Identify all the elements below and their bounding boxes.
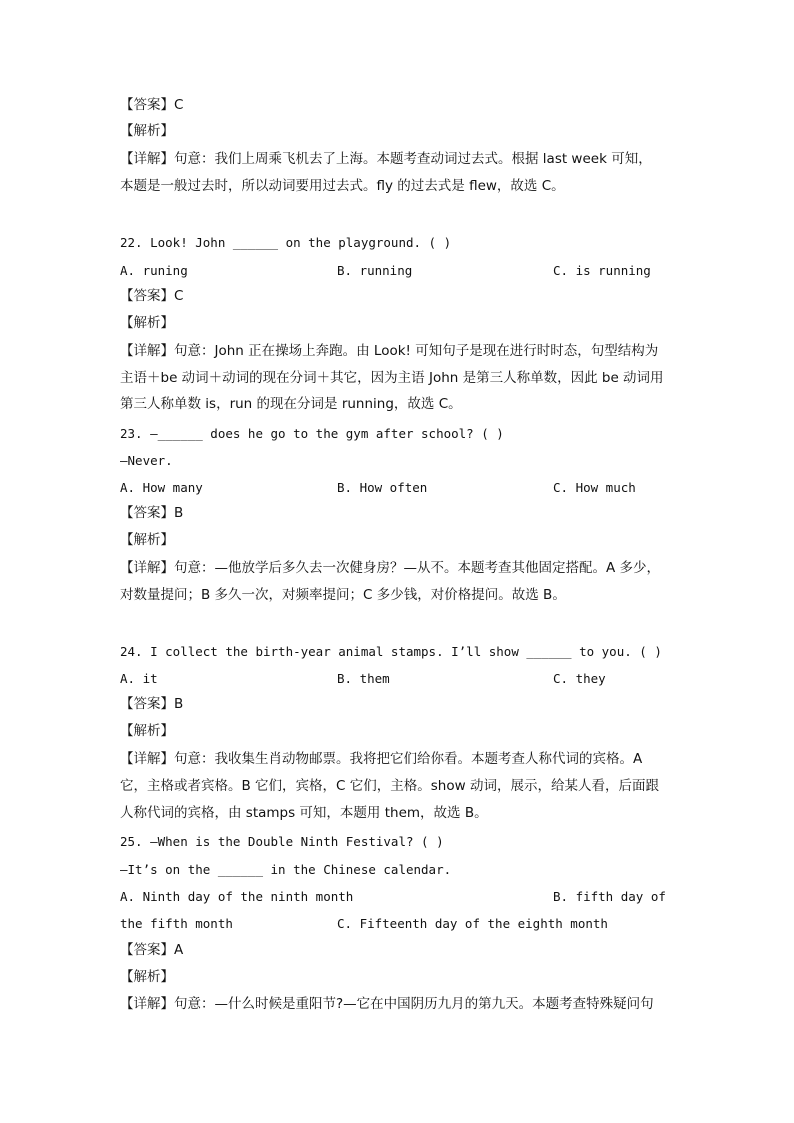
q23-detail-line: 【详解】句意：—他放学后多久去一次健身房？—从不。本题考查其他固定搭配。A 多少， — [120, 560, 661, 576]
q25-analysis-heading: 【解析】 — [120, 969, 174, 985]
q21-detail-line: 【详解】句意：我们上周乘飞机去了上海。本题考查动词过去式。根据 last week 可知， — [120, 151, 652, 167]
q25-option-b-cont: the fifth month — [120, 916, 233, 931]
q22-question: 22. Look! John ______ on the playground. ( ) — [120, 235, 452, 250]
q23-option-c: C. How much — [553, 480, 636, 495]
q22-detail-line: 【详解】句意：John 正在操场上奔跑。由 Look! 可知句子是现在进行时时态，句型结构为 — [120, 343, 659, 359]
q21-answer: 【答案】C — [120, 97, 184, 113]
q24-detail-line: 人称代词的宾格，由 stamps 可知，本题用 them，故选 B。 — [120, 805, 488, 821]
q22-answer: 【答案】C — [120, 288, 184, 304]
q22-option-b: B. running — [337, 263, 413, 278]
q25-answer: 【答案】A — [120, 942, 184, 958]
q24-option-c: C. they — [553, 671, 606, 686]
q23-option-a: A. How many — [120, 480, 203, 495]
q24-option-b: B. them — [337, 671, 390, 686]
q23-reply: —Never. — [120, 453, 173, 468]
q22-analysis-heading: 【解析】 — [120, 315, 174, 331]
q23-option-b: B. How often — [337, 480, 428, 495]
q22-detail-line: 主语＋be 动词＋动词的现在分词＋其它，因为主语 John 是第三人称单数，因此 be 动词用 — [120, 370, 664, 386]
q24-answer: 【答案】B — [120, 696, 184, 712]
q23-answer: 【答案】B — [120, 505, 184, 521]
q22-option-c: C. is running — [553, 263, 651, 278]
q21-detail-line: 本题是一般过去时，所以动词要用过去式。fly 的过去式是 flew，故选 C。 — [120, 178, 565, 194]
q24-detail-line: 【详解】句意：我收集生肖动物邮票。我将把它们给你看。本题考查人称代词的宾格。A — [120, 751, 643, 767]
q25-reply: —It’s on the ______ in the Chinese calendar. — [120, 862, 452, 877]
q25-detail-line: 【详解】句意：—什么时候是重阳节?—它在中国阴历九月的第九天。本题考查特殊疑问句 — [120, 996, 654, 1012]
q22-option-a: A. runing — [120, 263, 188, 278]
q21-analysis-heading: 【解析】 — [120, 123, 174, 139]
q25-option-c: C. Fifteenth day of the eighth month — [337, 916, 608, 931]
q24-option-a: A. it — [120, 671, 158, 686]
q23-detail-line: 对数量提问；B 多久一次，对频率提问；C 多少钱，对价格提问。故选 B。 — [120, 587, 566, 603]
q24-analysis-heading: 【解析】 — [120, 723, 174, 739]
q25-option-b: B. fifth day of — [553, 889, 666, 904]
q23-question: 23. —______ does he go to the gym after school? ( ) — [120, 426, 504, 441]
q24-question: 24. I collect the birth-year animal stamps. I’ll show ______ to you. ( ) — [120, 644, 662, 659]
q25-question: 25. —When is the Double Ninth Festival? ( ) — [120, 834, 444, 849]
q23-analysis-heading: 【解析】 — [120, 532, 174, 548]
q25-option-a: A. Ninth day of the ninth month — [120, 889, 354, 904]
q22-detail-line: 第三人称单数 is，run 的现在分词是 running，故选 C。 — [120, 396, 462, 412]
q24-detail-line: 它，主格或者宾格。B 它们，宾格，C 它们，主格。show 动词，展示，给某人看，后面跟 — [120, 778, 659, 794]
